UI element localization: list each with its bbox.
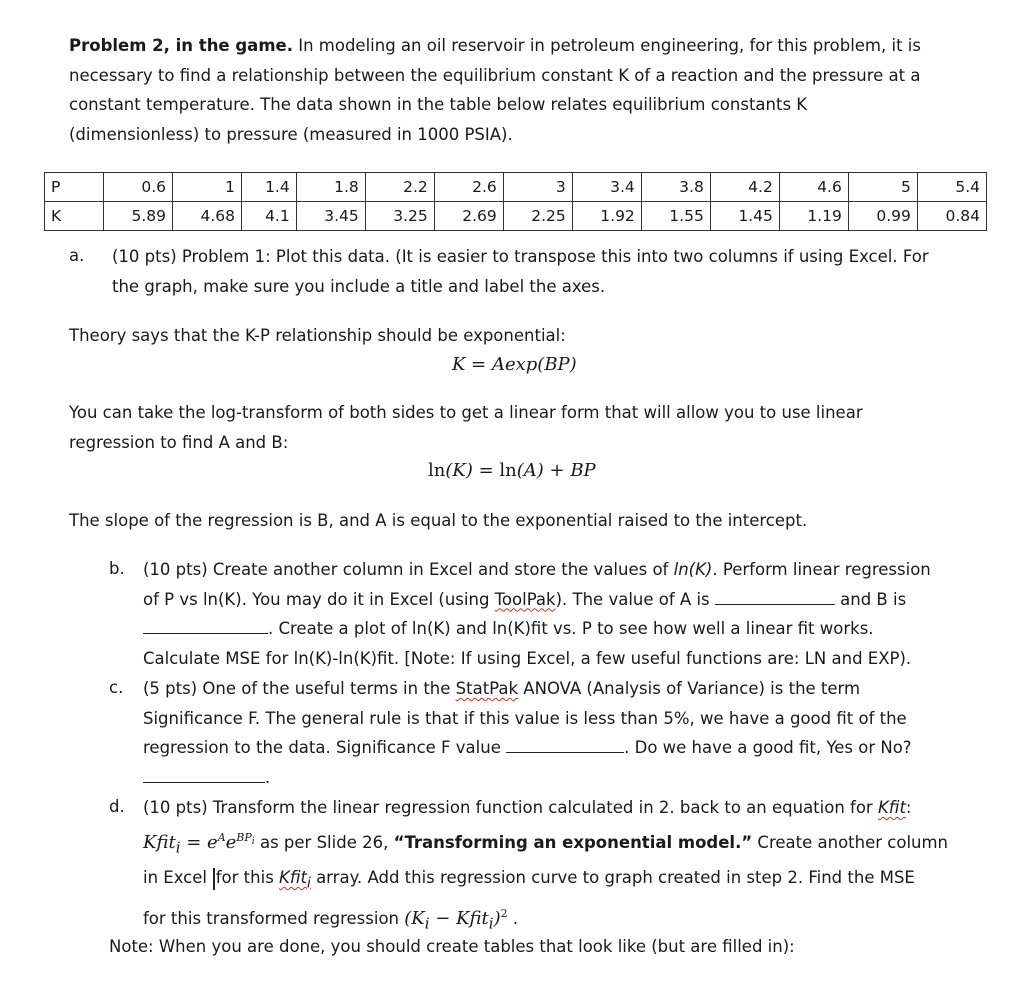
table-cell: 3.25 bbox=[365, 202, 434, 231]
intro-line-3: constant temperature. The data shown in the table below relates equilibrium constants K bbox=[69, 95, 808, 115]
part-b-line-4: Calculate MSE for ln(K)-ln(K)fit. [Note: If using Excel, a few useful functions are: LN and EXP). bbox=[143, 649, 912, 669]
part-b-line-3: . Create a plot of ln(K) and ln(K)fit vs. P to see how well a linear fit works. bbox=[268, 619, 874, 639]
part-d-line-3: in Excel bbox=[143, 868, 213, 887]
table-cell: 1.8 bbox=[296, 173, 365, 202]
table-row bbox=[45, 173, 987, 202]
answer-blank-significance-f[interactable] bbox=[506, 738, 624, 753]
table-cell: 4.6 bbox=[779, 173, 848, 202]
toolpak-term: ToolPak bbox=[494, 589, 556, 609]
table-cell: 5 bbox=[848, 173, 917, 202]
value-b-label: and B is bbox=[840, 589, 907, 609]
theory-line-4: The slope of the regression is B, and A is equal to the exponential raised to the intercept. bbox=[69, 511, 808, 530]
part-a-text bbox=[112, 242, 992, 301]
good-fit-question: . Do we have a good fit, Yes or No? bbox=[624, 738, 912, 758]
part-d-line-2: as per Slide 26, bbox=[254, 832, 394, 852]
value-a-label: ). The value of A is bbox=[555, 589, 710, 609]
intro-line-4: (dimensionless) to pressure (measured in 1000 PSIA). bbox=[69, 125, 513, 145]
lnk-term: ln(K) bbox=[673, 560, 713, 579]
theory-line-2: You can take the log-transform of both sides to get a linear form that will allow you to use linear bbox=[69, 403, 863, 422]
statpak-term: StatPak bbox=[455, 679, 519, 698]
part-d-line-3-mid: for this bbox=[215, 868, 280, 887]
table-cell: 4.2 bbox=[710, 173, 779, 202]
part-c-letter: c. bbox=[109, 678, 124, 697]
theory-text bbox=[69, 398, 949, 457]
part-c-line-2: Significance F. The general rule is that if this value is less than 5%, we have a good fit of the bbox=[143, 708, 907, 728]
part-b-line-2: of P vs ln(K). You may do it in Excel (using bbox=[143, 589, 495, 609]
kfit-equation: Kfit$_i$ = $e^Ae^{BP_i}$ bbox=[143, 830, 255, 857]
part-c-line-1: (5 pts) One of the useful terms in the bbox=[143, 679, 456, 698]
table-cell: 0.99 bbox=[848, 202, 917, 231]
kp-data-table bbox=[44, 172, 987, 231]
table-row bbox=[45, 202, 987, 231]
part-c-period: . bbox=[265, 768, 271, 788]
part-d-line-3-end: array. Add this regression curve to graph created in step 2. Find the MSE bbox=[310, 868, 915, 887]
kfit-term: Kfit bbox=[877, 798, 906, 817]
problem-intro bbox=[69, 31, 969, 150]
equation-log-linear: ln(K) = ln(A) + BP bbox=[428, 460, 596, 481]
row-label: K bbox=[45, 202, 104, 231]
intro-line-2: necessary to find a relationship between the equilibrium constant K of a reaction and the pressure at a bbox=[69, 65, 921, 85]
table-cell: 1.55 bbox=[641, 202, 710, 231]
table-cell: 2.69 bbox=[434, 202, 503, 231]
kfit-array-term: Kfit$_i$ bbox=[279, 868, 311, 892]
theory-line-1: Theory says that the K-P relationship should be exponential: bbox=[69, 326, 566, 345]
row-label: P bbox=[45, 173, 104, 202]
table-cell: 3.4 bbox=[572, 173, 641, 202]
part-b-text bbox=[143, 555, 1003, 674]
table-cell: 1.4 bbox=[242, 173, 297, 202]
table-cell: 1.19 bbox=[779, 202, 848, 231]
table-cell: 3.45 bbox=[296, 202, 365, 231]
text-cursor bbox=[213, 868, 215, 890]
answer-blank-good-fit[interactable] bbox=[143, 768, 265, 783]
part-d-line-1: (10 pts) Transform the linear regression function calculated in 2. back to an equation for bbox=[143, 798, 878, 817]
intro-line-1: In modeling an oil reservoir in petroleum engineering, for this problem, it is bbox=[298, 36, 921, 55]
part-d-line-4: for this transformed regression bbox=[143, 909, 405, 928]
table-cell: 2.2 bbox=[365, 173, 434, 202]
part-c-text bbox=[143, 674, 1003, 793]
residual-expression: ($K_i$ − Kfit$_i$)$^2$ bbox=[404, 907, 508, 933]
table-cell: 1.45 bbox=[710, 202, 779, 231]
table-cell: 4.1 bbox=[242, 202, 297, 231]
problem-heading: Problem 2, in the game. bbox=[69, 36, 293, 55]
part-b-letter: b. bbox=[109, 559, 125, 578]
table-cell: 1 bbox=[173, 173, 242, 202]
table-cell: 5.4 bbox=[917, 173, 986, 202]
part-a-line-1: (10 pts) Problem 1: Plot this data. (It is easier to transpose this into two columns if using Excel. For bbox=[112, 247, 929, 266]
part-b-line-1: (10 pts) Create another column in Excel and store the values of bbox=[143, 560, 674, 579]
table-cell: 2.25 bbox=[503, 202, 572, 231]
equation-exponential: K = Aexp(BP) bbox=[452, 354, 577, 375]
table-cell: 1.92 bbox=[572, 202, 641, 231]
part-c-line-1-end: ANOVA (Analysis of Variance) is the term bbox=[518, 679, 861, 698]
answer-blank-a[interactable] bbox=[715, 590, 835, 605]
slide-title-quote: “Transforming an exponential model.” bbox=[393, 832, 753, 852]
table-cell: 0.6 bbox=[104, 173, 173, 202]
part-d-letter: d. bbox=[109, 797, 125, 816]
table-cell: 3 bbox=[503, 173, 572, 202]
table-cell: 2.6 bbox=[434, 173, 503, 202]
closing-note: Note: When you are done, you should create tables that look like (but are filled in): bbox=[109, 937, 795, 956]
part-a-letter: a. bbox=[69, 246, 85, 265]
part-d-text: (10 pts) Transform the linear regression function calculated in 2. back to an equation for Kfit: Kfit$_i$ = $e^Ae^{BP_i}$ as per Slide 26, “Transforming an exponential model.” Create another column in Excel for this Kfit$_i$ array. Add this regression curve to graph created in step 2. Find the MSE for this transformed regression ($K_i$ − Kfit$_i$)$^2$ . bbox=[143, 798, 949, 933]
part-b-line-1-end: . Perform linear regression bbox=[712, 560, 931, 579]
table-cell: 4.68 bbox=[173, 202, 242, 231]
table-cell: 3.8 bbox=[641, 173, 710, 202]
significance-f-label: regression to the data. Significance F value bbox=[143, 738, 501, 758]
part-d-colon: : bbox=[905, 798, 912, 817]
answer-blank-b[interactable] bbox=[143, 619, 268, 634]
theory-line-3: regression to find A and B: bbox=[69, 432, 289, 452]
part-d-line-2-end: Create another column bbox=[752, 832, 949, 852]
part-a-line-2: the graph, make sure you include a title and label the axes. bbox=[112, 276, 606, 296]
table-cell: 0.84 bbox=[917, 202, 986, 231]
table-cell: 5.89 bbox=[104, 202, 173, 231]
